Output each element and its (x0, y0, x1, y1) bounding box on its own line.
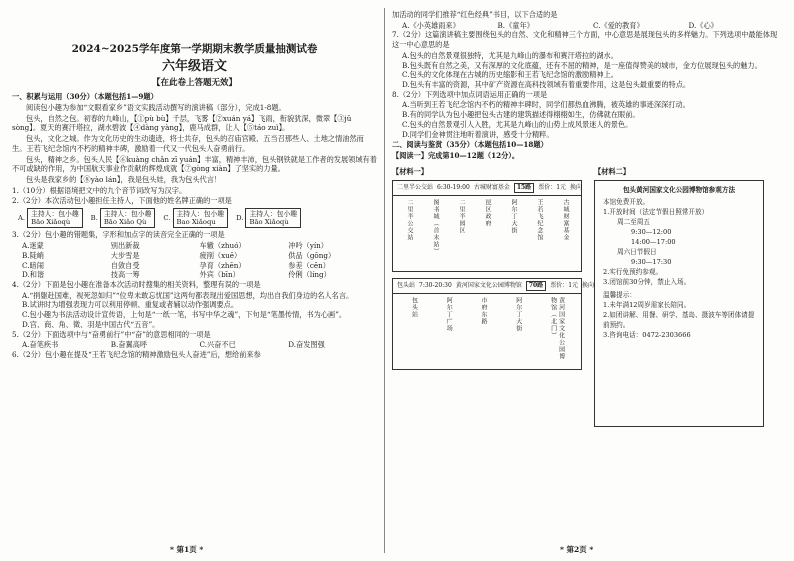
bus-stops (393, 294, 581, 368)
page-divider (384, 8, 385, 553)
passage-para: 包头，精神之乡。包头人民【⑥kuàng chǎn zī yuán】丰富，精神丰沛，包头钢铁就是工作者的发展领域有着不可或缺的作用，为中国航天事业作贡献的辉煌成就【⑦gòng xiàn】了坚实的力量。 (12, 154, 377, 174)
question-6: 6.（2分）包小趣在提及“王若飞纪念馆的精神激励包头人奋进”后，想给前来参 (12, 350, 261, 360)
passage-intro: 阅读包小趣为参加“文眼看家乡”语文实践活动撰写的演讲稿（部分），完成1-8题。 (26, 102, 286, 112)
bus-destination: 古城财富基金 (473, 183, 510, 191)
bus-stop: 市府东路 (480, 296, 487, 325)
host-option-c[interactable]: C. 主持人：包小趣 Bao Xiǎoqu (163, 208, 228, 228)
subject-title: 六年级语文 (161, 59, 227, 75)
host-option-b[interactable]: B. 主持人：包小趣 Bāo Xiǎo Qù (91, 208, 156, 228)
answer-notice: 【在此卷上答题无效】 (151, 77, 237, 88)
q7-option-a[interactable]: A.包头的自然景观很独特，尤其是九峰山的瀑布和赛汗塔拉的湖水。 (402, 50, 618, 60)
bus-destination: 黄河国家文化公园博物馆 (455, 281, 522, 289)
q3-option-c[interactable]: C.暗闹 自敛自受 孕育（zhēn） 参差（cēn） (22, 260, 330, 270)
notice-line: 周六日节假日 (617, 247, 657, 256)
bus-hours: 6:30-19:00 (437, 183, 470, 191)
notice-line: 9:30—12:00 (631, 228, 672, 237)
notice-line: 1.开放时间（法定节假日照常开放） (603, 208, 709, 217)
page-number-2: * 第2页 * (560, 544, 594, 554)
page-number-1: * 第1页 * (170, 544, 204, 554)
bus-hours: 7:30-20:30 (419, 281, 452, 289)
bus-origin: 包头站 (397, 281, 416, 289)
q3-option-d[interactable]: D.和谐 技高一筹 外宾（bīn） 伶俐（líng） (22, 270, 331, 280)
bus-stop: 包头站 (410, 296, 418, 318)
q5-options[interactable]: A.奋笔疾书 B.奋翼高呼 C.兴奋不已 D.奋发图强 (22, 340, 325, 350)
bus-direction: 换向 (582, 281, 595, 289)
bus-stop: 黄河国家文化公园博物馆（北门） (549, 296, 565, 360)
bus-stop: 王若飞纪念馆 (536, 198, 544, 241)
notice-line: 本馆免费开放。 (603, 198, 650, 207)
bus-route-15 (392, 180, 582, 272)
notice-line: 温馨提示： (603, 291, 636, 300)
notice-line: 3.闭馆前30分钟，禁止入场。 (603, 277, 691, 286)
bus-fare: 票价：1元 (550, 281, 579, 289)
notice-line: 3.咨询电话：0472-2303666 (603, 330, 691, 339)
q8-option-c[interactable]: C.包头的自然景观引人入胜，尤其是九峰山的山势上成风景迷人的景色。 (402, 119, 633, 129)
q4-option-a[interactable]: A.“捐躯赴国难，视死忽如归”“位卑未敢忘忧国”这两句都表现出爱国思想，均出自我们身边的名人名言。 (22, 290, 354, 300)
q7-option-c[interactable]: C.包头的文化体现在古城的历史缩影和王若飞纪念馆的激励精神上。 (402, 70, 618, 80)
bus-line-number: 70路 (526, 281, 546, 291)
bus-line-number: 15路 (514, 183, 534, 193)
bus-origin: 二里半公交站 (397, 183, 434, 191)
question-7: 7.（2分）这篇演讲稿主要围绕包头的自然、文化和精神三个方面，中心意思是展现包头的多样魅力。下列选项中最能体现这一中心意思的是 (392, 30, 778, 50)
bus-fare: 票价：1元 (538, 183, 567, 191)
host-name-options (12, 208, 377, 228)
q8-option-d[interactable]: D.同学们金神贯注地听着演讲，感受十分精粹。 (402, 129, 554, 139)
bus-stop: 阿尔丁大街 (510, 198, 518, 234)
right-page (392, 10, 784, 427)
notice-line: 9:30—17:30 (631, 257, 672, 266)
bus-stops (393, 196, 581, 270)
left-page (12, 10, 377, 361)
q8-option-b[interactable]: B.有的同学认为包小趣把包头古建的建筑描述得栩栩如生，仿佛就在眼前。 (402, 110, 640, 120)
bus-stop: 二里半园区 (458, 198, 466, 234)
bus-stop: 阿尔丁广场 (445, 296, 453, 332)
q3-option-a[interactable]: A.迷蒙 别出新裁 车辙（zhuó） 冲吟（yín） (22, 241, 328, 251)
notice-line: 2.如团讲解、用餐、研学、基岛、摄波车等团体请提前预约。 (603, 311, 755, 330)
bus-stop: 阿尔丁大街 (514, 296, 522, 332)
q7-option-b[interactable]: B.包头既有自然之美，又有深厚的文化底蕴，还有不屈的精神，是一座值得赞美的城市，金方位展现包头的魅力。 (402, 60, 762, 70)
passage-para: 包头，自然之包。初春的九峰山，【①pù bù】千层，飞雾【②xuán yá】飞雨，衔貌犹深，微翠【③jǔ sòng】。夏天的赛汗塔拉，湖水碧波【④dàng yàng】，鹿马成群，让人【⑤táo zuì】。 (12, 113, 352, 133)
q3-option-b[interactable]: B.陡峭 大步雪是 疲削（xuē） 供品（gōng） (22, 250, 336, 260)
material-1 (392, 166, 595, 427)
q6-options[interactable]: A.《小英雄雨来》 B.《童年》 C.《爱的教育》 D.《心》 (402, 20, 718, 30)
material-2 (594, 167, 764, 427)
question-6-continued: 加活动的同学们推荐“红色经典”书目，以下合适的是 (392, 10, 558, 19)
bus-stop: 图书城（首末站） (432, 198, 440, 255)
exam-title: 2024~2025学年度第一学期期末教学质量抽测试卷 (71, 43, 318, 55)
materials (392, 167, 784, 427)
passage-para: 包头是我家乡的【⑧yào lán】，我是包头娃，我为包头代言！ (26, 174, 222, 184)
question-8: 8.（2分）下列选项中加点词语运用正确的一项是 (392, 89, 548, 99)
q7-option-d[interactable]: D.包头有丰富的资源，其中矿产资源在高科技领域有着重要作用，这是包头最重要的特点。 (402, 80, 691, 90)
passage-para: 包头，文化之城。作为文化历史的生动遗迹，将士共存，包头的召庙宫殿、五当召那些人、土地之情油然而生。王若飞纪念馆内不朽的精神丰碑，激励着一代又一代包头人奋勇前行。 (12, 134, 364, 153)
question-2: 2.（2分）本次活动包小趣担任主持人，下面他的姓名牌正确的一项是 (12, 196, 232, 206)
bus-stop: 古城财富基金 (562, 198, 570, 241)
bus-stop: 昆区政府 (484, 198, 492, 227)
question-1: 1.（10分）根据语境把文中的九个音节词改写为汉字。 (12, 185, 187, 195)
museum-notice-title: 包头黄河国家文化公园博物馆参观方法 (622, 185, 736, 194)
question-4: 4.（2分）下面是包小趣在准备本次活动时搜集的相关资料，整理有误的一项是 (12, 280, 261, 289)
section-2-heading: 二、阅读与鉴赏（35分）（本题包括10—18题） (392, 140, 548, 150)
q4-option-c[interactable]: C.包小趣为书法活动设计宣传语，上句是“一纸一笔，书写中华之魂”，下句是“笔墨传情，书为心画”。 (22, 310, 347, 320)
question-3: 3.（2分）包小趣的错题集，字形和加点字的读音完全正确的一项是 (12, 230, 225, 240)
host-option-d[interactable]: D. 主持人：包小趣 Bāo Xiǎoqù (236, 208, 301, 228)
q4-option-b[interactable]: B.试讲时为增强表现力可以利用停顿、重复或者辅以动作强调要点。 (22, 300, 239, 310)
bus-stop: 二里半公交站 (406, 198, 414, 241)
bus-route-70 (392, 278, 595, 370)
museum-notice (594, 180, 764, 427)
material-2-label: 【材料二】 (594, 166, 630, 176)
section-1-heading: 一、积累与运用（30分）（本题包括1—9题） (12, 92, 158, 102)
host-option-a[interactable]: A. 主持人：包小趣 Bāo Xiǎoqù (18, 208, 83, 228)
question-5: 5.（2分）下面选项中与“奋勇前行”中“奋”的意思相同的一项是 (12, 329, 211, 339)
notice-line: 周二至周五 (617, 218, 650, 227)
notice-line: 14:00—17:00 (631, 237, 676, 246)
notice-line: 1.未年满12周岁需家长陪同。 (603, 301, 691, 310)
bus-direction: 换向 (570, 183, 583, 191)
notice-line: 2.实行免预约参观。 (603, 267, 663, 276)
q8-option-a[interactable]: A.当听到王若飞纪念馆内不朽的精神丰碑时，同学们都热血沸腾，被英雄的事迹深深打动。 (402, 100, 690, 110)
material-1-label: 【材料一】 (392, 166, 428, 176)
q4-option-d[interactable]: D.宫、商、角、徵、羽是中国古代“五音”。 (22, 319, 160, 329)
reading-1-heading: 【阅读一】完成第10—12题（12分）。 (392, 151, 520, 161)
